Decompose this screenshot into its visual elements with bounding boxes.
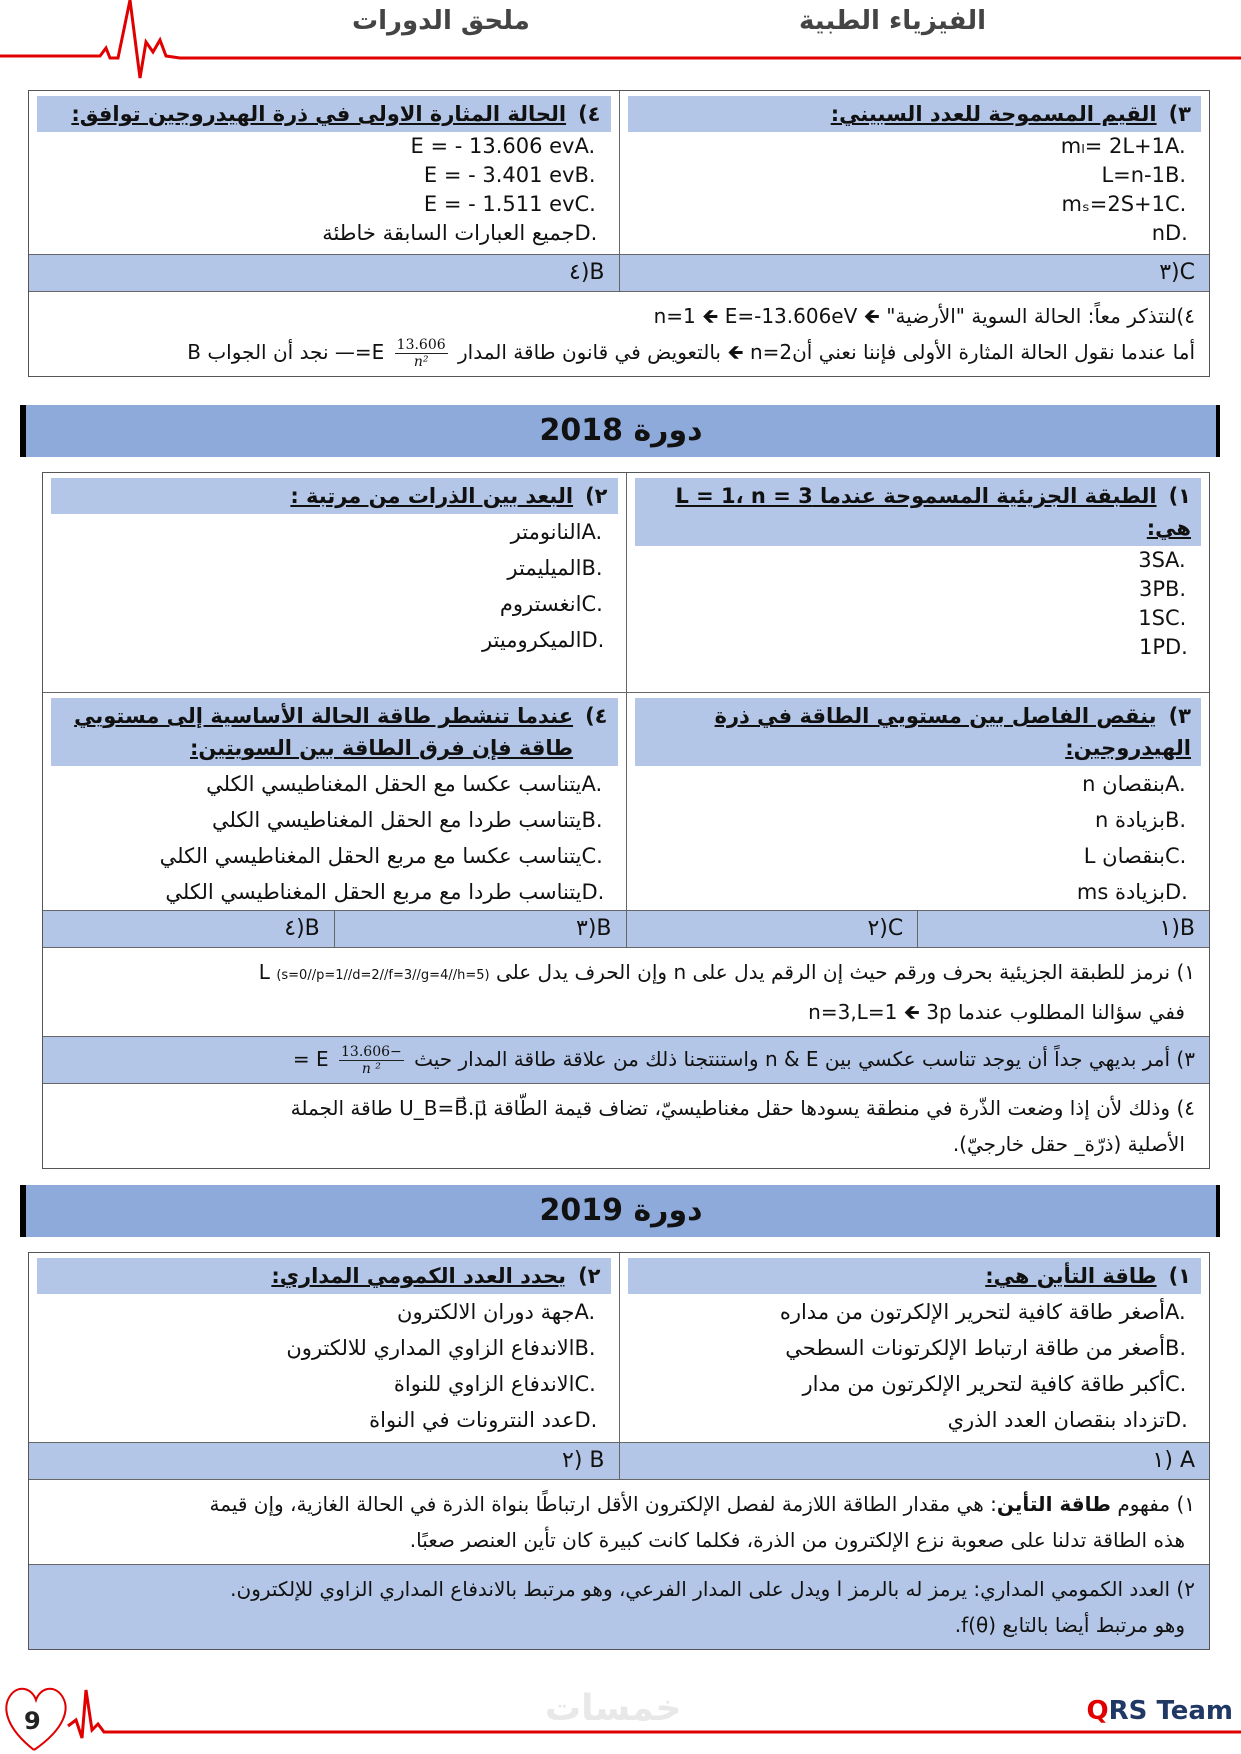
explanation-3 [43,1037,1209,1083]
option-letter: D. [581,628,605,652]
answer-cell: B(١ [1159,916,1195,941]
option-text: أكبر طاقة كافية لتحرير الإلكرتون من مدار [802,1372,1165,1396]
question-heading [635,478,1202,546]
explanation-text: أما عندما نقول الحالة المثارة الأولى فإننا نعني أنn=2 🡸 بالتعويض في قانون طاقة المدار [458,340,1195,364]
option-letter: C. [1165,844,1187,868]
formula-lhs: E = [292,1047,329,1071]
question-heading [37,1258,611,1294]
question-title: القيم المسموحة للعدد السبيني: [830,102,1157,126]
explanation-2 [29,1565,1209,1649]
question-number: ١) [1168,484,1191,508]
subject-title: الفيزياء الطبية [798,6,986,36]
option-letter: D. [1165,880,1188,904]
option-letter: C. [574,192,596,216]
explanation-text: ٣) أمر بديهي جداً أن يوجد تناسب عكسي بين n & E واستنتجنا ذلك من علاقة طاقة المدار حيث [414,1047,1195,1071]
block1-explanation [29,292,1209,376]
option-b [627,575,1210,604]
option-a [627,546,1210,575]
explanation-line: ففي سؤالنا المطلوب عندما n=3,L=1 🡸 3p [808,1000,1185,1024]
formula-denominator: n ² [361,1061,381,1077]
option-d [627,633,1210,662]
option-text: الميكروميتر [481,628,582,652]
option-d [620,1402,1210,1438]
option-letter: A. [1165,548,1186,572]
question-number: ٤) [585,704,608,728]
answer-cell: C(٣ [1159,260,1195,285]
question-2 [29,1253,620,1442]
explanation-line [57,954,1195,994]
question-4 [43,693,627,910]
question-heading [51,698,618,766]
option-text: يتناسب طردا مع الحقل المغناطيسي الكلي [211,808,582,832]
block2-questions-row-2 [43,693,1209,911]
question-number: ٣) [1168,102,1191,126]
option-b [43,802,626,838]
option-text: 1S [1138,606,1165,630]
option-c [627,838,1210,874]
question-number: ٢) [585,484,608,508]
session-2019-banner: دورة 2019 [20,1185,1220,1237]
question-heading [635,698,1202,766]
option-letter: A. [574,1300,596,1324]
option-text: الاندفاع الزاوي للنواة [393,1372,575,1396]
option-letter: B. [574,1336,596,1360]
brand-q: Q [1086,1696,1109,1726]
question-heading [628,1258,1202,1294]
option-text: تزداد بنقصان العدد الذري [947,1408,1165,1432]
option-letter: D. [574,221,598,245]
option-text: يتناسب عكسا مع مربع الحقل المغناطيسي الكلي [159,844,582,868]
option-letter: B. [581,556,603,580]
supplement-title: ملحق الدورات [352,6,530,36]
option-letter: C. [581,844,603,868]
option-c [29,190,619,219]
question-number: ١) [1168,1264,1191,1288]
option-letter: A. [574,134,596,158]
option-d [29,1402,619,1438]
option-b [620,1330,1210,1366]
option-letter: B. [581,808,603,832]
option-text: mₗ= 2L+1 [1060,134,1165,158]
question-2 [43,473,627,692]
option-letter: B. [1165,1336,1187,1360]
option-letter: C. [1165,606,1187,630]
option-text: E = - 13.606 ev [410,134,575,158]
option-d [620,219,1210,248]
option-d [43,874,626,910]
question-number: ٤) [578,102,601,126]
option-text: أصغر طاقة كافية لتحرير الإلكرتون من مداره [779,1300,1165,1324]
option-b [29,161,619,190]
option-letter: D. [1165,221,1188,245]
explanation-row-1 [29,1480,1209,1565]
brand-logo [1087,1696,1233,1726]
explanation-line [43,1486,1195,1522]
option-text: 3P [1138,577,1165,601]
option-text: L=n-1 [1101,163,1165,187]
option-d [43,622,626,658]
explanation-row-3 [43,1037,1209,1084]
option-text: بزيادة ms [1076,880,1165,904]
option-c [620,190,1210,219]
question-title: ينقص الفاصل بين مستويي الطاقة في ذرة الهيدروجين: [714,704,1191,760]
option-letter: A. [1165,1300,1186,1324]
option-letter: C. [1165,1372,1187,1396]
option-letter: D. [1165,635,1188,659]
question-title-line2: طاقة فإن فرق الطاقة بين السويتين: [189,736,574,760]
explanation-1 [43,948,1209,1036]
block2-table [42,472,1210,1169]
explanation-1 [29,1480,1209,1564]
option-text: الميليمتر [507,556,582,580]
question-3 [620,91,1210,254]
option-letter: C. [581,592,603,616]
option-text: أصغر من طاقة ارتباط الإلكرتونات السطحي [785,1336,1165,1360]
question-4 [29,91,620,254]
option-b [43,550,626,586]
block3-answers-row [29,1443,1209,1480]
option-letter: B. [1165,808,1187,832]
option-letter: A. [581,772,603,796]
option-c [43,586,626,622]
question-heading [628,96,1202,132]
answer-cell: B(٤ [29,255,620,291]
option-text: النانومتر [510,520,582,544]
explanation-line: الأصلية (ذرّة_ حقل خارجيّ). [952,1132,1185,1156]
option-text: بنقصان L [1083,844,1165,868]
explanation-row-2 [29,1565,1209,1649]
block1-answers-row [29,255,1209,292]
option-letter: D. [574,1408,598,1432]
answer-cell: A (١ [1152,1448,1195,1473]
question-title: عندما تنشطر طاقة الحالة الأساسية إلى مستويي [74,704,574,728]
formula-denominator: n² [413,354,429,370]
question-title: طاقة التأين هي: [985,1264,1157,1288]
option-text: يتناسب طردا مع مربع الحقل المغناطيسي الكلي [165,880,582,904]
option-c [43,838,626,874]
option-letter: C. [574,1372,596,1396]
explanation-row-1 [43,948,1209,1037]
explanation-line: ٤) وذلك لأن إذا وضعت الذّرة في منطقة يسودها حقل مغناطيسيّ، تضاف قيمة الطّاقة U_B=B⃗.μ⃗ طاقة الجملة [290,1096,1195,1120]
question-3 [627,693,1210,910]
explanation-line: وهو مرتبط أيضا بالتابع f(θ). [954,1613,1185,1637]
formula-numerator: 13.606 [396,337,446,353]
brand-text: RS Team [1108,1696,1233,1726]
option-d [627,874,1210,910]
answer-cell: B(٣ [335,911,627,947]
option-text: انغستروم [499,592,582,616]
question-title: البعد بين الذرات من مرتبة : [290,484,574,508]
option-text: عدد النترونات في النواة [369,1408,575,1432]
option-a [620,1294,1210,1330]
option-text: 3S [1138,548,1165,572]
answer-cell: B (٢ [29,1443,620,1479]
option-text: E = - 3.401 ev [423,163,575,187]
option-text: الاندفاع الزاوي المداري للالكترون [286,1336,575,1360]
question-heading [51,478,618,514]
option-d [29,219,619,248]
option-a [43,514,626,550]
option-a [620,132,1210,161]
formula-numerator: −13.606 [341,1044,402,1060]
option-a [29,1294,619,1330]
energy-formula [395,337,448,370]
option-b [627,802,1210,838]
answer-cell: B(٤ [43,911,335,947]
option-a [627,766,1210,802]
question-1 [627,473,1210,692]
option-letter: D. [1165,1408,1188,1432]
block1-questions-row [29,91,1209,255]
option-c [620,1366,1210,1402]
explanation-text: E=— نجد أن الجواب B [187,340,385,364]
explanation-row-4 [43,1084,1209,1168]
block3-questions-row [29,1253,1209,1443]
watermark: خمسات [545,1688,682,1729]
block3-table [28,1252,1210,1650]
question-number: ٣) [1168,704,1191,728]
option-letter: A. [1165,772,1186,796]
option-text: mₛ=2S+1 [1061,192,1165,216]
question-title: يحدد العدد الكمومي المداري: [271,1264,567,1288]
explanation-note: (s=0//p=1//d=2//f=3//g=4//h=5) [276,968,490,983]
question-1 [620,1253,1210,1442]
explanation-4 [43,1084,1209,1168]
explanation-line: ٤)لنتذكر معاً: الحالة السوية "الأرضية" 🡸 n=1 🡸 E=-13.606eV [653,304,1195,328]
session-2018-banner: دورة 2018 [20,405,1220,457]
question-title: الحالة المثارة الاولى في ذرة الهيدروجين توافق: [71,102,567,126]
option-letter: A. [1165,134,1186,158]
explanation-term: طاقة التأين [996,1492,1111,1516]
explanation-line [43,334,1195,370]
page-header [0,0,1241,90]
explanation-text: ١) نرمز للطبقة الجزيئية بحرف ورقم حيث إن الرقم يدل على n وإن الحرف يدل على L [258,960,1195,984]
option-text: E = - 1.511 ev [423,192,575,216]
block2-answers-row [43,911,1209,948]
question-heading [37,96,611,132]
explanation-text: ١) مفهوم [1110,1492,1195,1516]
option-letter: D. [581,880,605,904]
explanation-line: ٢) العدد الكمومي المداري: يرمز له بالرمز l ويدل على المدار الفرعي، وهو مرتبط بالاندفاع المداري الزاوي للإلكترون. [230,1577,1195,1601]
option-letter: C. [1165,192,1187,216]
block1-table [28,90,1210,377]
energy-formula [339,1044,404,1077]
option-a [43,766,626,802]
option-c [627,604,1210,633]
option-text: بنقصان n [1082,772,1165,796]
option-letter: B. [1165,577,1187,601]
block2-questions-row-1 [43,473,1209,693]
explanation-line: هذه الطاقة تدلنا على صعوبة نزع الإلكترون من الذرة، فكلما كانت كبيرة كان تأين العنصر صعبًا. [409,1528,1185,1552]
option-a [29,132,619,161]
explanation-text: : هي مقدار الطاقة اللازمة لفصل الإلكترون الأقل ارتباطًا بنواة الذرة في الحالة الغازية، وإن قيمة [209,1492,997,1516]
option-text: جهة دوران الالكترون [397,1300,575,1324]
option-text: 1P [1138,635,1165,659]
page-number: 9 [24,1707,41,1735]
question-title: الطبقة الجزيئية المسموحة عندما L = 1، n = 3 هي: [675,484,1191,540]
option-text: يتناسب عكسا مع الحقل المغناطيسي الكلي [206,772,582,796]
option-letter: B. [574,163,596,187]
ecg-line-icon [0,0,1241,90]
option-text: n [1151,221,1165,245]
option-b [620,161,1210,190]
option-text: جميع العبارات السابقة خاطئة [322,221,575,245]
option-c [29,1366,619,1402]
option-b [29,1330,619,1366]
option-text: بزيادة n [1094,808,1165,832]
option-letter: B. [1165,163,1187,187]
answer-cell: C(٢ [627,911,919,947]
option-letter: A. [581,520,603,544]
question-number: ٢) [578,1264,601,1288]
